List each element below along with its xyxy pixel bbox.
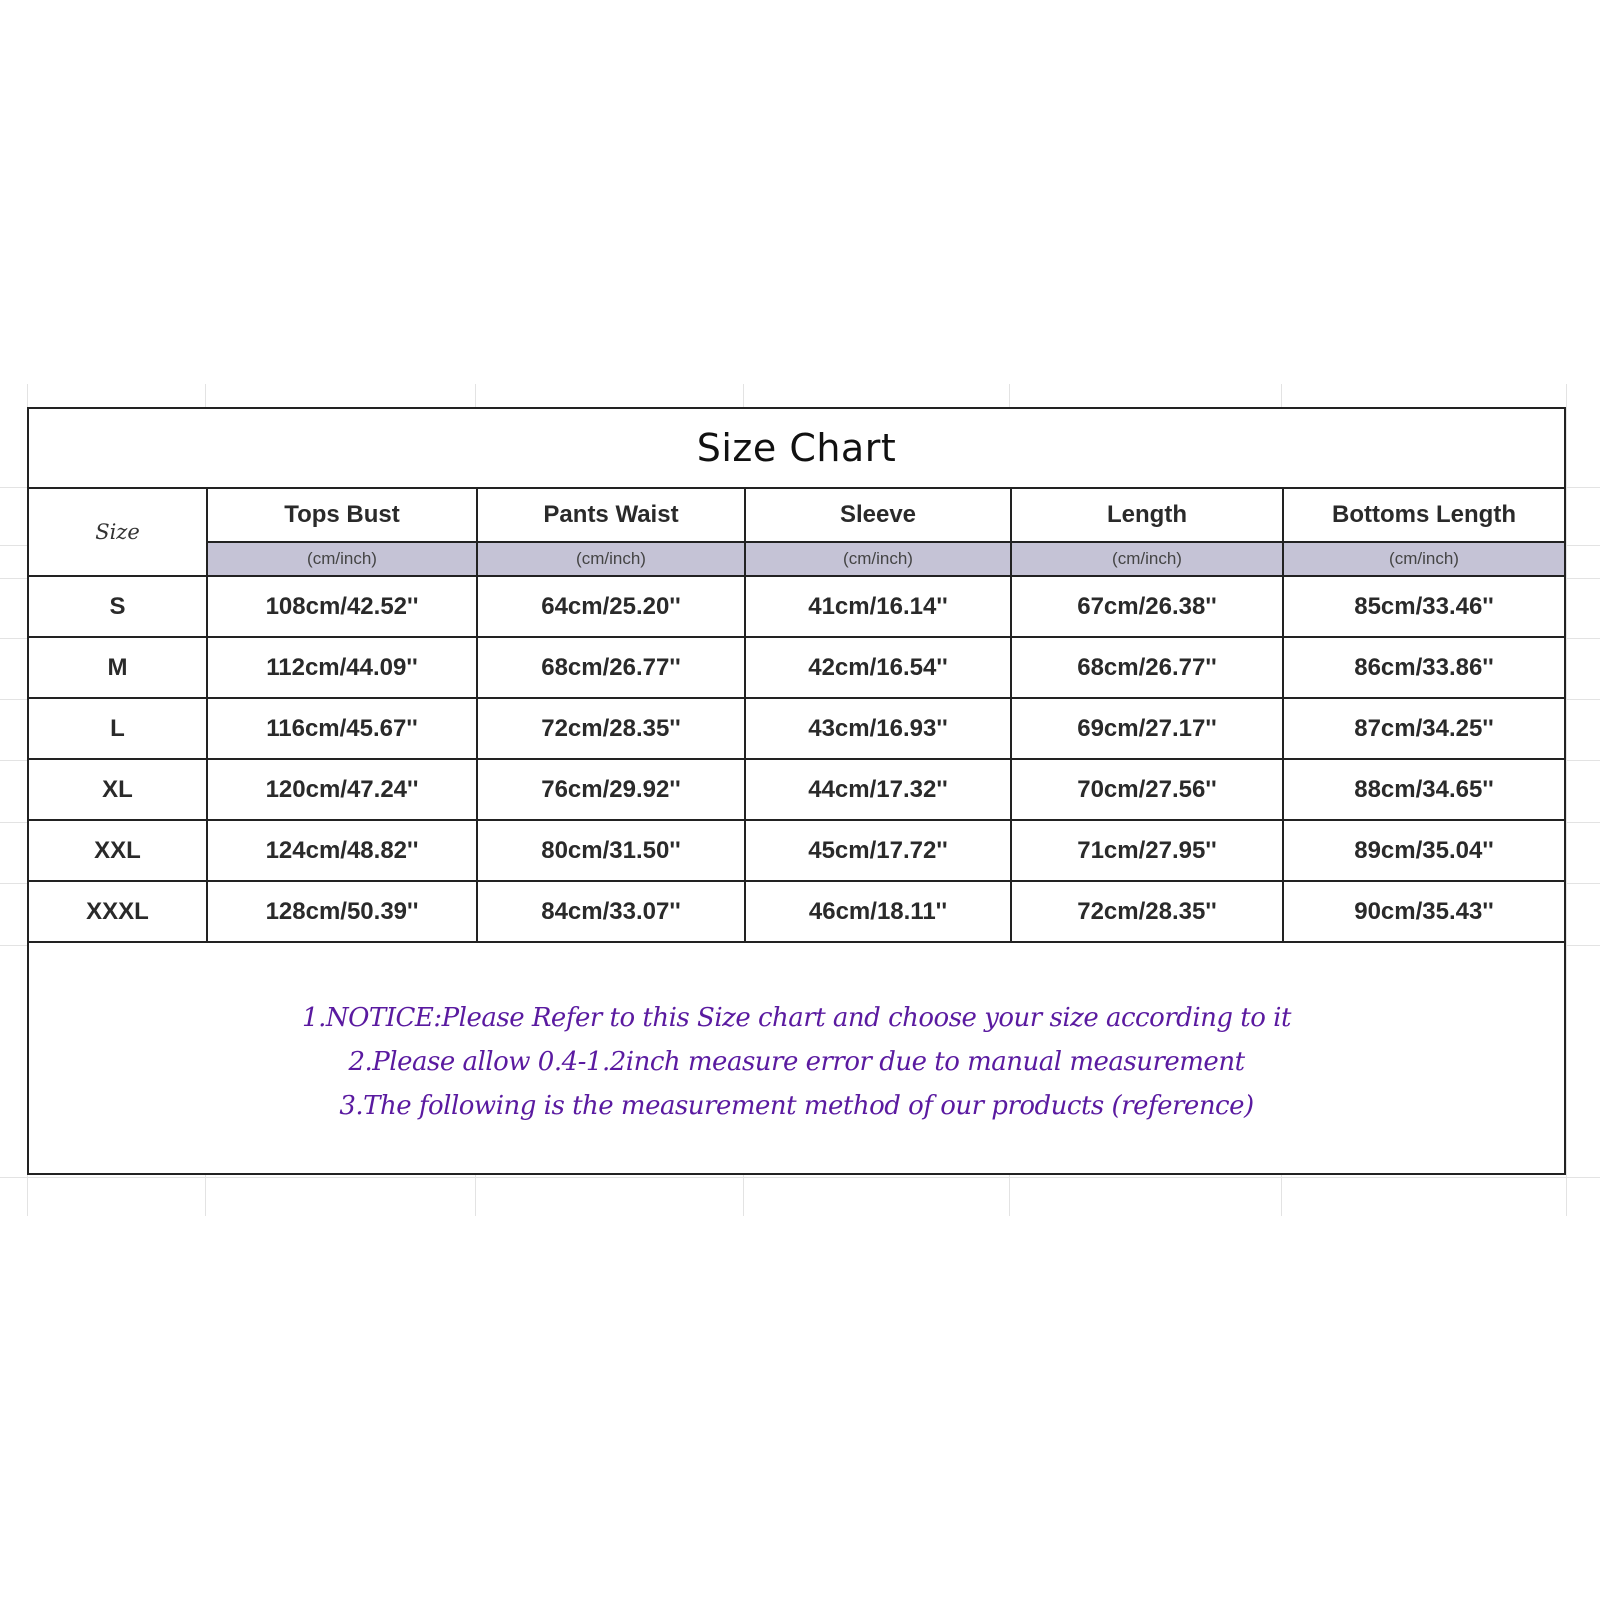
- size-table: [29, 489, 1564, 943]
- table-cell: 128cm/50.39'': [207, 881, 477, 942]
- table-cell: 76cm/29.92'': [477, 759, 745, 820]
- notice-line-1: 1.NOTICE:Please Refer to this Size chart and choose your size according to it: [302, 1003, 1291, 1033]
- title-bar: [29, 409, 1564, 489]
- table-cell: 42cm/16.54'': [745, 637, 1011, 698]
- table-row: [29, 881, 1564, 942]
- unit-label: (cm/inch): [477, 542, 745, 576]
- table-cell: 90cm/35.43'': [1283, 881, 1564, 942]
- table-cell: 44cm/17.32'': [745, 759, 1011, 820]
- table-cell: 72cm/28.35'': [477, 698, 745, 759]
- table-cell: 108cm/42.52'': [207, 576, 477, 637]
- table-cell: 87cm/34.25'': [1283, 698, 1564, 759]
- table-cell: 69cm/27.17'': [1011, 698, 1283, 759]
- size-column-header: Size: [29, 489, 207, 576]
- table-cell: 85cm/33.46'': [1283, 576, 1564, 637]
- size-chart: [27, 407, 1566, 1175]
- table-row: [29, 637, 1564, 698]
- table-cell: 71cm/27.95'': [1011, 820, 1283, 881]
- unit-row: [29, 542, 1564, 576]
- table-row: [29, 759, 1564, 820]
- table-cell: 70cm/27.56'': [1011, 759, 1283, 820]
- table-cell: 46cm/18.11'': [745, 881, 1011, 942]
- grid-line: [0, 1177, 1600, 1178]
- column-header-sleeve: Sleeve: [745, 489, 1011, 542]
- notice-line-3: 3.The following is the measurement method of our products (reference): [339, 1091, 1254, 1121]
- unit-label: (cm/inch): [1011, 542, 1283, 576]
- unit-label: (cm/inch): [207, 542, 477, 576]
- table-cell: 112cm/44.09'': [207, 637, 477, 698]
- size-label: XXXL: [29, 881, 207, 942]
- size-label: S: [29, 576, 207, 637]
- table-cell: 41cm/16.14'': [745, 576, 1011, 637]
- table-cell: 72cm/28.35'': [1011, 881, 1283, 942]
- table-cell: 68cm/26.77'': [477, 637, 745, 698]
- table-cell: 124cm/48.82'': [207, 820, 477, 881]
- table-cell: 64cm/25.20'': [477, 576, 745, 637]
- table-cell: 45cm/17.72'': [745, 820, 1011, 881]
- table-cell: 68cm/26.77'': [1011, 637, 1283, 698]
- table-cell: 116cm/45.67'': [207, 698, 477, 759]
- size-label: XL: [29, 759, 207, 820]
- table-row: [29, 698, 1564, 759]
- table-cell: 67cm/26.38'': [1011, 576, 1283, 637]
- table-cell: 86cm/33.86'': [1283, 637, 1564, 698]
- table-cell: 89cm/35.04'': [1283, 820, 1564, 881]
- column-header-tops-bust: Tops Bust: [207, 489, 477, 542]
- table-cell: 88cm/34.65'': [1283, 759, 1564, 820]
- unit-label: (cm/inch): [745, 542, 1011, 576]
- column-header-bottoms-length: Bottoms Length: [1283, 489, 1564, 542]
- header-row: [29, 489, 1564, 542]
- table-row: [29, 576, 1564, 637]
- grid-line: [1566, 384, 1567, 1216]
- table-cell: 120cm/47.24'': [207, 759, 477, 820]
- unit-label: (cm/inch): [1283, 542, 1564, 576]
- size-label: XXL: [29, 820, 207, 881]
- table-row: [29, 820, 1564, 881]
- chart-title: Size Chart: [696, 426, 897, 470]
- table-cell: 43cm/16.93'': [745, 698, 1011, 759]
- column-header-pants-waist: Pants Waist: [477, 489, 745, 542]
- notes-section: [29, 949, 1564, 1175]
- notice-line-2: 2.Please allow 0.4-1.2inch measure error due to manual measurement: [348, 1047, 1245, 1077]
- size-label: L: [29, 698, 207, 759]
- table-cell: 84cm/33.07'': [477, 881, 745, 942]
- size-label: M: [29, 637, 207, 698]
- table-cell: 80cm/31.50'': [477, 820, 745, 881]
- column-header-length: Length: [1011, 489, 1283, 542]
